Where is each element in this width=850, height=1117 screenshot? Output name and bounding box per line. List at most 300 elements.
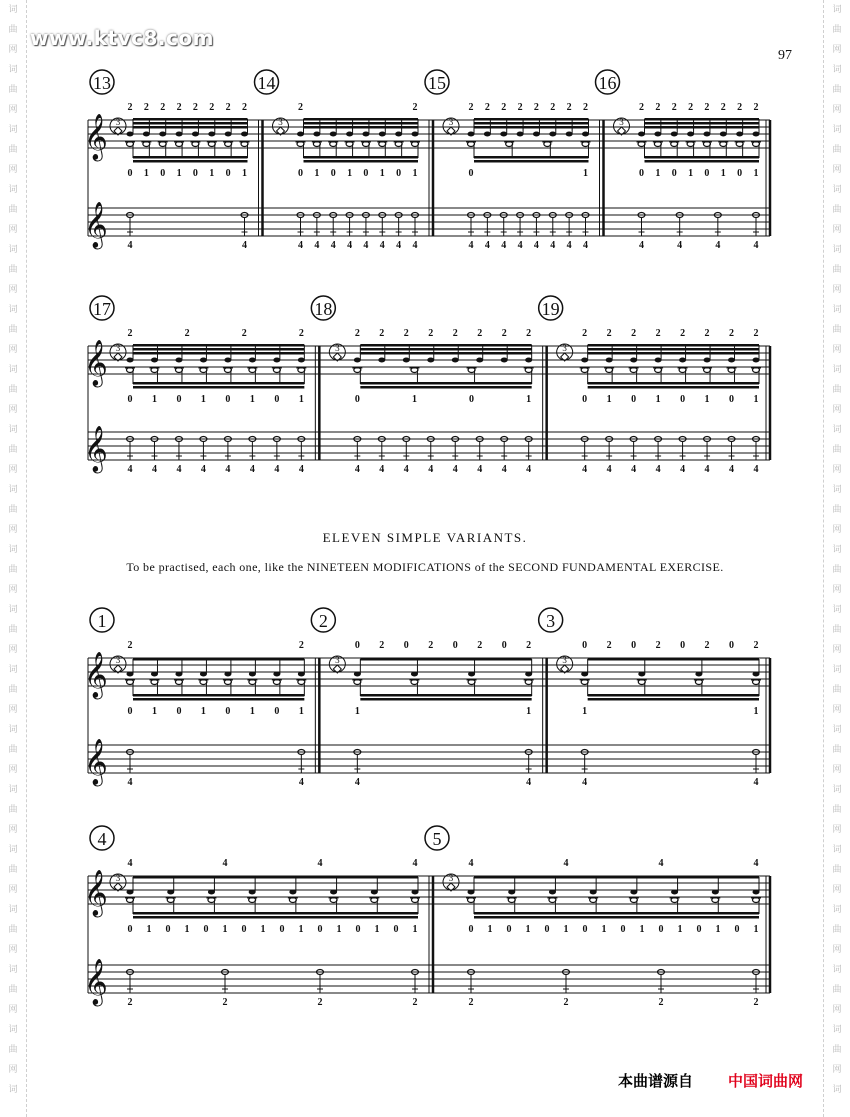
system-3-accomp-beam [588,694,759,697]
system-1-top-fingering: 2 [655,102,661,113]
system-2-bass: 4 [225,464,231,475]
system-1-position-mark: 3 [448,117,454,127]
system-1-bass: 4 [396,240,402,251]
system-4-fingering: 1 [639,924,645,935]
system-1-melody-beam [304,126,419,129]
system-4-bar-number: 4 [97,829,107,849]
system-2-top-fingering: 2 [655,328,661,339]
system-4-bar-number: 5 [432,829,442,849]
system-3-bar-number: 1 [97,611,107,631]
system-1-melody-beam [304,122,419,125]
system-1-top-fingering: 2 [753,102,759,113]
system-4-melody-notehead [468,890,475,895]
system-2-melody-notehead [753,358,760,363]
system-2-melody-notehead [249,358,256,363]
system-2-fingering: 0 [631,394,637,405]
system-2-bar-number: 18 [314,299,333,319]
system-4-fingering: 1 [374,924,380,935]
system-2-position-mark: 3 [335,343,340,353]
system-1-fingering: 0 [192,168,198,179]
system-2-bass: 4 [729,464,735,475]
right-watermark-column: 词 曲 网 词 曲 网 词 曲 网 词 曲 网 词 曲 网 词 曲 网 词 曲 网 词 曲 网 词 曲 网 词 曲 网 词 曲 网 词 曲 网 词 曲 网 词 曲 网 词 曲 网 词 曲 网 词 曲 网 词 曲 网 词 [823,0,850,1117]
system-2-melody-notehead [273,358,280,363]
system-2-melody-notehead [452,358,459,363]
system-3-top-fingering: 2 [526,640,532,651]
system-4-melody-notehead [371,890,378,895]
system-1-melody-beam [645,118,760,121]
system-4-bass: 2 [753,997,759,1008]
system-3-melody-notehead [411,672,418,677]
system-1-bass: 4 [533,240,539,251]
system-1-top-fingering: 2 [160,102,166,113]
system-1-melody-notehead [330,132,337,137]
system-2-bar-number: 17 [93,299,111,319]
system-2-top-fingering: 2 [729,328,735,339]
system-1-fingering: 0 [225,168,231,179]
system-4-top-fingering: 4 [468,858,474,869]
system-2-melody-notehead [525,358,532,363]
system-4-top-fingering: 4 [412,858,418,869]
system-2-accomp-beam [588,382,759,385]
system-4-fingering: 1 [601,924,607,935]
system-3-top-fingering: 2 [477,640,483,651]
system-4-melody-notehead [549,890,556,895]
system-1-accomp-beam [304,156,419,159]
system-1-fingering: 1 [314,168,320,179]
system-1-treble-clef: 𝄞 [84,114,108,160]
system-1-melody-notehead [192,132,199,137]
system-4-melody-beam [474,876,759,879]
system-1-top-fingering: 2 [533,102,539,113]
system-4-fingering: 1 [753,924,759,935]
system-1-top-fingering: 2 [176,102,182,113]
system-1-melody-notehead [412,132,419,137]
system-1-melody-notehead [533,132,540,137]
system-1-melody-beam [474,118,589,121]
system-3-top-fingering: 0 [680,640,686,651]
system-2-fingering: 1 [526,394,532,405]
system-1-top-fingering: 2 [468,102,474,113]
system-3-top-fingering: 0 [501,640,507,651]
system-2-melody-notehead [728,358,735,363]
system-1-fingering: 1 [379,168,385,179]
system-2-fingering: 0 [225,394,231,405]
system-4-fingering: 1 [184,924,190,935]
system-1-top-fingering: 2 [688,102,694,113]
system-1-top-fingering: 2 [127,102,133,113]
system-3-melody-notehead [695,672,702,677]
system-1-bass: 4 [412,240,418,251]
system-2-melody-beam [360,352,531,355]
system-1-melody-notehead [208,132,215,137]
system-1-top-fingering: 2 [501,102,507,113]
system-1-melody-notehead [313,132,320,137]
system-1-accomp-beam2 [133,160,248,163]
system-2-bass: 4 [680,464,686,475]
system-2-bass: 4 [403,464,409,475]
system-1-melody-beam [304,118,419,121]
system-3-top-fingering: 2 [428,640,434,651]
system-1-fingering: 0 [298,168,303,179]
system-1-bass: 4 [468,240,474,251]
system-4-fingering: 1 [677,924,683,935]
system-3-top-fingering: 2 [704,640,710,651]
system-4-fingering: 0 [468,924,474,935]
system-2-bar-number: 19 [541,299,560,319]
system-2-bass: 4 [200,464,206,475]
system-4-melody-notehead [712,890,719,895]
system-1-melody-notehead [468,132,475,137]
system-3-melody-beam [360,658,531,661]
system-2-melody-beam [588,352,759,355]
system-2-fingering: 0 [680,394,686,405]
system-3-top-fingering: 0 [582,640,588,651]
system-3-bass: 4 [526,777,532,788]
system-1-bass: 4 [314,240,320,251]
system-1-melody-notehead [127,132,134,137]
system-4-fingering: 0 [658,924,664,935]
system-1-fingering: 0 [468,168,474,179]
system-2-bass: 4 [526,464,532,475]
system-3-bar-number: 3 [546,611,556,631]
system-1-melody-notehead [241,132,248,137]
system-2-melody-notehead [354,358,361,363]
system-4-accomp-beam2 [133,916,418,919]
system-1-melody-notehead [143,132,150,137]
system-1-fingering: 1 [209,168,215,179]
system-2-top-fingering: 2 [526,328,532,339]
system-3-melody-notehead [200,672,207,677]
system-1-bass: 4 [347,240,353,251]
system-1-melody-notehead [671,132,678,137]
system-2-melody-notehead [224,358,231,363]
system-2-fingering: 1 [655,394,661,405]
system-3-fingering: 1 [249,706,255,717]
system-1-melody-beam [645,126,760,129]
system-1-top-fingering: 2 [209,102,215,113]
system-1-melody-notehead [517,132,524,137]
system-2-melody-notehead [704,358,711,363]
system-1-top-fingering: 2 [639,102,644,113]
system-3-top-fingering: 2 [379,640,385,651]
system-2-melody-notehead [378,358,385,363]
system-3-bar-number: 2 [318,611,328,631]
system-1-melody-notehead [549,132,556,137]
system-4-position-mark: 3 [115,873,121,883]
system-3-melody-beam [588,658,759,661]
system-2-accomp-beam2 [133,386,304,389]
system-4-fingering: 1 [260,924,266,935]
system-1-bass: 4 [330,240,336,251]
system-4-melody-notehead [671,890,678,895]
system-2-accomp-beam2 [588,386,759,389]
system-2-fingering: 1 [249,394,255,405]
system-2-bass: 4 [176,464,182,475]
system-4-treble-clef-lower: 𝄞 [84,959,108,1005]
system-1-fingering: 0 [704,168,710,179]
system-2-bass: 4 [452,464,458,475]
system-3-top-fingering: 0 [729,640,735,651]
system-1-accomp-beam [474,156,589,159]
system-2-fingering: 0 [729,394,735,405]
system-1-fingering: 0 [330,168,336,179]
system-4-bass: 2 [468,997,474,1008]
system-4-bass: 2 [563,997,569,1008]
system-1-bass: 4 [298,240,303,251]
footer-source-label: 本曲谱源自 [618,1072,694,1090]
system-1-melody-notehead [484,132,491,137]
system-4-fingering: 0 [544,924,550,935]
system-2-bass: 4 [477,464,483,475]
system-1-melody-notehead [395,132,402,137]
system-2-melody-notehead [403,358,410,363]
system-4-fingering: 1 [715,924,721,935]
system-2-fingering: 1 [606,394,612,405]
system-4-fingering: 1 [412,924,418,935]
system-1-position-mark: 3 [115,117,121,127]
system-3-melody-notehead [298,672,305,677]
system-1-top-fingering: 2 [225,102,231,113]
system-2-bass: 4 [428,464,434,475]
system-4-top-fingering: 4 [658,858,664,869]
system-2-top-fingering: 2 [379,328,385,339]
system-4-fingering: 1 [563,924,569,935]
system-2-top-fingering: 2 [403,328,409,339]
system-3-melody-notehead [249,672,256,677]
instruction-text: To be practised, each one, like the NINETEEN MODIFICATIONS of the SECOND FUNDAMENTAL EXERCISE. [126,560,724,574]
system-4-accomp-beam [133,912,418,915]
system-1-melody-notehead [176,132,183,137]
system-4-fingering: 1 [525,924,531,935]
system-3-position-mark: 3 [562,655,567,665]
system-2-bass: 4 [582,464,588,475]
system-2-accomp-beam [133,382,304,385]
system-1-melody-notehead [566,132,573,137]
footer-site-name: 中国词曲网 [728,1072,804,1090]
system-1-fingering: 0 [160,168,166,179]
system-3-bass: 4 [354,777,360,788]
system-1-melody-notehead [500,132,507,137]
system-1-melody-notehead [379,132,386,137]
system-2-fingering: 0 [127,394,133,405]
system-2-top-fingering: 2 [753,328,759,339]
system-3-bass: 4 [753,777,759,788]
system-3-fingering: 1 [298,706,304,717]
system-2-top-fingering: 2 [582,328,588,339]
system-4-melody-notehead [127,890,134,895]
system-4-fingering: 0 [279,924,285,935]
watermark-url: www.ktvc8.com [30,26,214,50]
system-2-melody-notehead [127,358,134,363]
system-2-top-fingering: 2 [477,328,483,339]
system-2-top-fingering: 2 [704,328,710,339]
system-3-position-mark: 3 [335,655,340,665]
system-1-bass: 4 [484,240,490,251]
system-2-position-mark: 3 [562,343,567,353]
system-2-fingering: 1 [411,394,417,405]
system-3-position-mark: 3 [115,655,121,665]
system-4-fingering: 0 [241,924,247,935]
system-2-bass: 4 [127,464,133,475]
system-3-melody-notehead [581,672,588,677]
system-3-treble-clef-lower: 𝄞 [84,739,108,785]
system-4-fingering: 0 [620,924,626,935]
system-2-accomp-beam2 [360,386,531,389]
system-4-fingering: 0 [506,924,512,935]
system-4-fingering: 0 [165,924,171,935]
system-3-top-fingering: 2 [753,640,759,651]
system-2-bass: 4 [704,464,710,475]
system-2-bass: 4 [354,464,360,475]
system-1-top-fingering: 2 [550,102,556,113]
system-2-treble-clef: 𝄞 [84,340,108,386]
system-1-melody-notehead [736,132,743,137]
system-1-melody-notehead [638,132,645,137]
system-2-bass: 4 [151,464,157,475]
system-2-top-fingering: 2 [354,328,360,339]
system-4-bass: 2 [412,997,418,1008]
system-1-top-fingering: 2 [671,102,677,113]
system-1-melody-notehead [225,132,232,137]
system-3-fingering: 1 [151,706,157,717]
system-4-fingering: 0 [734,924,740,935]
system-1-fingering: 1 [143,168,149,179]
system-1-accomp-beam [133,156,248,159]
system-4-melody-beam [133,876,418,879]
system-3-accomp-beam2 [133,698,304,701]
system-4-top-fingering: 4 [317,858,323,869]
system-4-melody-notehead [630,890,637,895]
system-1-melody-notehead [362,132,369,137]
system-1-bar-number: 14 [257,73,276,93]
system-2-bass: 4 [753,464,759,475]
system-3-melody-notehead [525,672,532,677]
system-2-melody-beam [133,348,304,351]
system-2-position-mark: 3 [115,343,121,353]
system-4-melody-notehead [249,890,256,895]
system-2-fingering: 0 [582,394,588,405]
system-1-fingering: 1 [720,168,726,179]
system-2-fingering: 0 [469,394,475,405]
system-2-top-fingering: 2 [501,328,507,339]
system-1-bar-number: 13 [93,73,111,93]
page-number: 97 [778,48,792,63]
system-2-melody-beam [588,344,759,347]
system-3-bass: 4 [127,777,133,788]
system-3-melody-notehead [273,672,280,677]
system-1-accomp-beam [645,156,760,159]
system-2-melody-notehead [679,358,686,363]
system-3-melody-beam [133,658,304,661]
system-2-accomp-beam [360,382,531,385]
system-2-melody-notehead [427,358,434,363]
system-2-melody-notehead [298,358,305,363]
system-4-fingering: 0 [127,924,133,935]
system-3-top-fingering: 0 [403,640,409,651]
system-3-top-fingering: 0 [631,640,637,651]
system-4-fingering: 0 [203,924,209,935]
section-heading: ELEVEN SIMPLE VARIANTS. [322,530,528,545]
system-1-accomp-beam2 [304,160,419,163]
system-3-top-fingering: 0 [354,640,360,651]
system-2-bass: 4 [501,464,507,475]
system-4-fingering: 1 [222,924,228,935]
system-1-fingering: 1 [753,168,759,179]
system-3-accomp-beam2 [588,698,759,701]
system-4-fingering: 0 [355,924,361,935]
system-1-top-fingering: 2 [484,102,490,113]
system-3-bass: 4 [582,777,588,788]
system-1-top-fingering: 2 [583,102,588,113]
system-1-melody-notehead [654,132,661,137]
system-2-top-fingering: 2 [631,328,637,339]
system-1-bass: 4 [753,240,759,251]
system-1-bass: 4 [566,240,572,251]
system-2-melody-notehead [476,358,483,363]
system-1-top-fingering: 2 [412,102,418,113]
system-3-fingering: 1 [582,706,588,717]
system-2-bass: 4 [631,464,637,475]
system-1-bass: 4 [550,240,556,251]
system-1-melody-notehead [346,132,353,137]
system-1-top-fingering: 2 [737,102,743,113]
system-2-top-fingering: 2 [298,328,304,339]
system-3-fingering: 0 [274,706,280,717]
system-4-bass: 2 [222,997,228,1008]
system-1-fingering: 1 [412,168,418,179]
system-2-bass: 4 [606,464,612,475]
system-3-melody-notehead [224,672,231,677]
system-1-bass: 4 [517,240,523,251]
system-4-position-mark: 3 [448,873,454,883]
system-2-melody-notehead [200,358,207,363]
system-1-fingering: 0 [639,168,644,179]
system-3-melody-notehead [468,672,475,677]
system-1-top-fingering: 2 [298,102,303,113]
system-3-melody-notehead [753,672,760,677]
system-2-top-fingering: 2 [127,328,133,339]
system-2-fingering: 1 [200,394,206,405]
system-1-top-fingering: 2 [192,102,198,113]
system-2-bass: 4 [379,464,385,475]
system-2-top-fingering: 2 [241,328,247,339]
system-2-fingering: 0 [354,394,360,405]
system-1-bar-number: 16 [598,73,617,93]
system-1-melody-notehead [687,132,694,137]
system-4-fingering: 1 [487,924,493,935]
system-3-fingering: 0 [127,706,133,717]
system-1-bass: 4 [501,240,507,251]
system-1-top-fingering: 2 [517,102,523,113]
system-2-top-fingering: 2 [452,328,458,339]
system-1-position-mark: 3 [619,117,624,127]
system-1-treble-clef-lower: 𝄞 [84,202,108,248]
system-4-fingering: 1 [336,924,342,935]
system-2-melody-notehead [581,358,588,363]
system-2-melody-notehead [151,358,158,363]
system-3-top-fingering: 2 [127,640,133,651]
system-1-melody-notehead [703,132,710,137]
system-4-bass: 2 [127,997,133,1008]
system-1-top-fingering: 2 [566,102,572,113]
system-4-top-fingering: 4 [127,858,133,869]
system-4-melody-notehead [167,890,174,895]
system-1-fingering: 1 [583,168,588,179]
system-3-fingering: 1 [200,706,206,717]
system-2-melody-beam [360,348,531,351]
system-3-melody-notehead [175,672,182,677]
system-4-fingering: 1 [298,924,304,935]
